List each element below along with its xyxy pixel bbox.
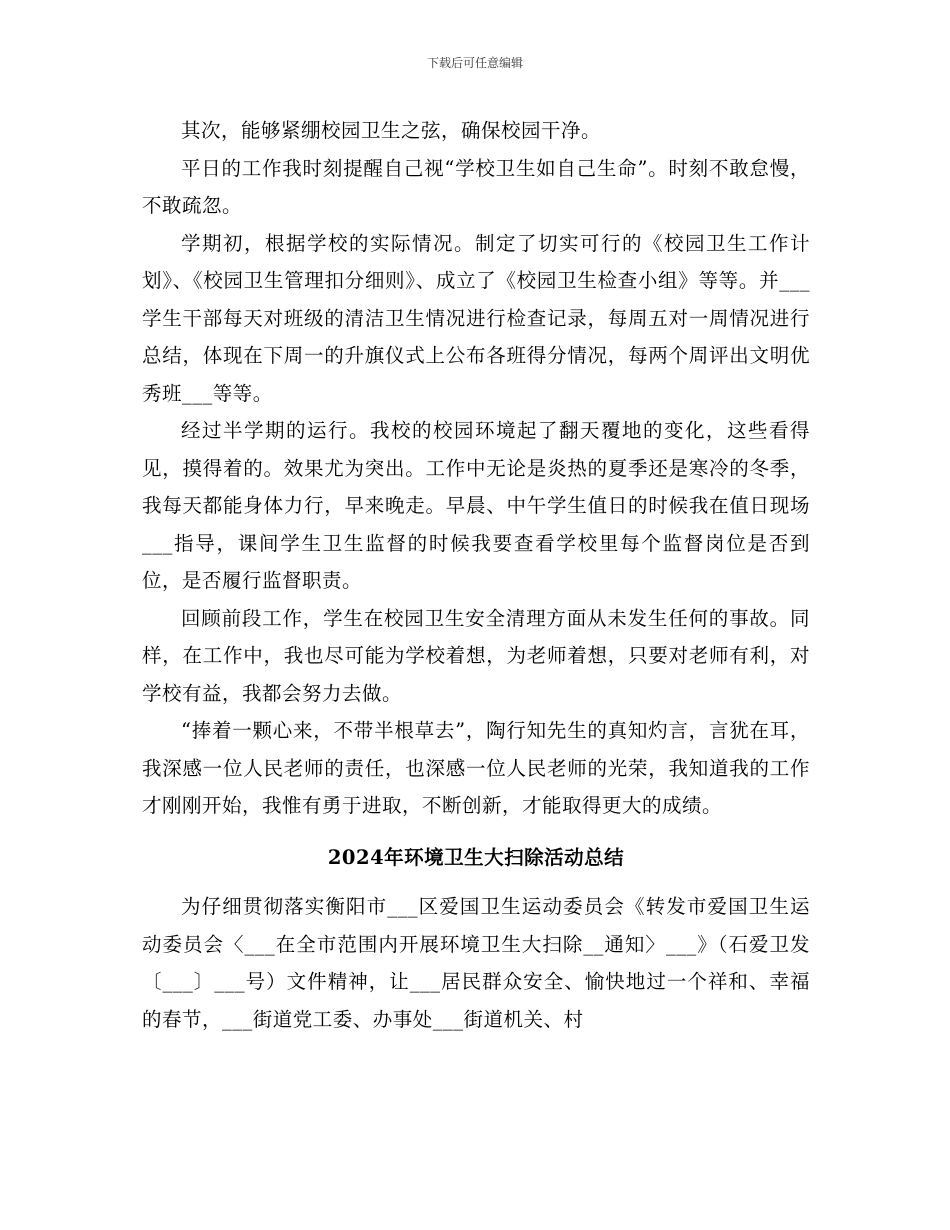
paragraph-4: 经过半学期的运行。我校的校园环境起了翻天覆地的变化，这些看得见，摸得着的。效果尤为突出。工作中无论是炎热的夏季还是寒冷的冬季，我每天都能身体力行，早来晚走。早晨、中午学生值日的时候我在值日现场___指导，课间学生卫生监督的时候我要查看学校里每个监督岗位是否到位，是否履行监督职责。: [142, 419, 810, 592]
paragraph-2: 平日的工作我时刻提醒自己视“学校卫生如自己生命”。时刻不敢怠慢，不敢疏忽。: [142, 156, 810, 217]
paragraph-5: 回顾前段工作，学生在校园卫生安全清理方面从未发生任何的事故。同样，在工作中，我也尽可能为学校着想，为老师着想，只要对老师有利，对学校有益，我都会努力去做。: [142, 606, 810, 705]
document-body: [142, 112, 810, 1038]
section-paragraph-1: 为仔细贯彻落实衡阳市___区爱国卫生运动委员会《转发市爱国卫生运动委员会〈___在全市范围内开展环境卫生大扫除__通知〉___》（石爱卫发〔___〕___号）文件精神，让___居民群众安全、愉快地过一个祥和、幸福的春节，___街道党工委、办事处___街道机关、村: [142, 895, 810, 1031]
paragraph-3: 学期初，根据学校的实际情况。制定了切实可行的《校园卫生工作计划》、《校园卫生管理扣分细则》、成立了《校园卫生检查小组》等等。并___学生干部每天对班级的清洁卫生情况进行检查记录，每周五对一周情况进行总结，体现在下周一的升旗仪式上公布各班得分情况，每两个周评出文明优秀班___等等。: [142, 231, 810, 405]
page-header: 下载后可任意编辑: [426, 56, 523, 70]
section-title: 2024年环境卫生大扫除活动总结: [327, 845, 625, 869]
paragraph-1: 其次，能够紧绷校园卫生之弦，确保校园干净。: [181, 119, 602, 142]
paragraph-6: “捧着一颗心来，不带半根草去”，陶行知先生的真知灼言，言犹在耳，我深感一位人民老师的责任，也深感一位人民老师的光荣，我知道我的工作才刚刚开始，我惟有勇于进取，不断创新，才能取得更大的成绩。: [142, 719, 810, 817]
